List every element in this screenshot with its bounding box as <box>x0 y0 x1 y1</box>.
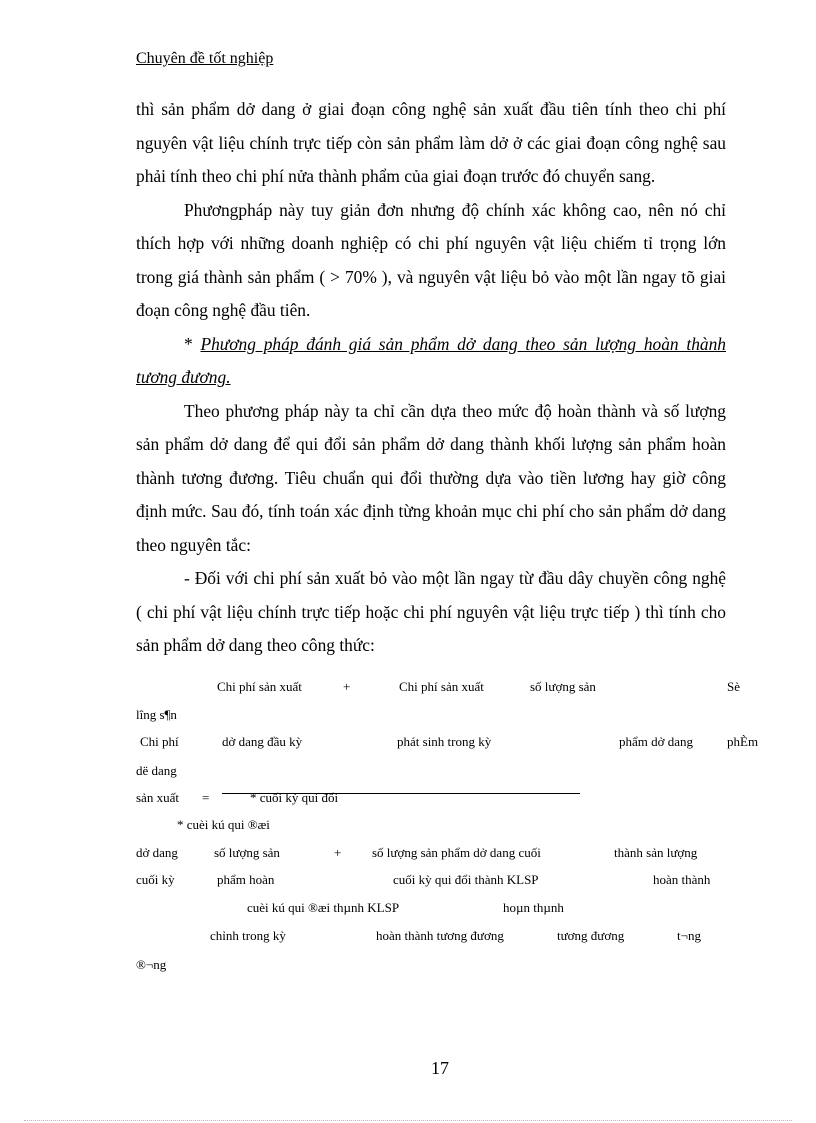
formula-text: Chi phí sản xuất <box>217 679 302 694</box>
formula-text: cuèi kú qui ®æi thµnh KLSP <box>247 900 400 915</box>
formula-text: lîng s¶n <box>136 707 177 722</box>
formula-text: t¬ng <box>677 928 701 943</box>
formula-text: Sè <box>727 679 740 694</box>
paragraph-4: Theo phương pháp này ta chỉ cần dựa theo mức độ hoàn thành và số lượng sản phẩm dở dang để qui đổi sản phẩm dở dang thành khối lượng sản phẩm hoàn thành tương đương. Tiêu chuẩn qui đổi thường dựa vào tiền lương hay giờ công định mức. Sau đó, tính toán xác định từng khoản mục chi phí cho sản phẩm dở dang theo nguyên tắc: <box>136 400 726 555</box>
formula-text: hoàn thành <box>653 872 711 887</box>
formula-text: phẩm hoàn <box>217 872 275 887</box>
bullet-star: * <box>184 333 201 354</box>
formula-text: phÈm <box>727 734 759 749</box>
formula-operator: = <box>202 790 210 805</box>
page-bottom-border <box>24 1120 792 1121</box>
formula-text: * cuối kỳ qui đổi <box>250 790 339 805</box>
formula-text: ®¬ng <box>136 957 167 972</box>
formula-text: thành sản lượng <box>614 845 698 860</box>
formula-text: số lượng sản <box>530 679 596 694</box>
formula-text: sản xuất <box>136 790 179 805</box>
formula-operator: + <box>343 679 351 694</box>
formula-operator: + <box>334 845 342 860</box>
formula-text: số lượng sản <box>214 845 280 860</box>
formula-text: Chi phí <box>140 734 179 749</box>
formula-text: * cuèi kú qui ®æi <box>177 817 270 832</box>
fraction-rule <box>222 793 580 794</box>
formula-text: dë dang <box>136 763 177 778</box>
formula-text: hoàn thành tương đương <box>376 928 504 943</box>
header-title: Chuyên đề tốt nghiệp <box>136 50 274 67</box>
paragraph-1: thì sản phẩm dở dang ở giai đoạn công nghệ sản xuất đầu tiên tính theo chi phí nguyên vật liệu chính trực tiếp còn sản phẩm làm dở ở các giai đoạn công nghệ sau phải tính theo chi phí nửa thành phẩm của giai đoạn trước đó chuyển sang. <box>136 99 726 186</box>
section-heading-emphasis: Phương pháp đánh giá sản phẩm dở dang theo sản lượng hoàn thành tương đương. <box>136 333 726 387</box>
formula-text: chỉnh trong kỳ <box>210 928 286 943</box>
formula-text: cuối kỳ <box>136 872 175 887</box>
paragraph-5: - Đối với chi phí sản xuất bỏ vào một lần ngay từ đầu dây chuyền công nghệ ( chi phí vật liệu chính trực tiếp hoặc chi phí nguyên vật liệu trực tiếp ) thì tính cho sản phẩm dở dang theo công thức: <box>136 568 726 655</box>
page-number: 17 <box>431 1058 449 1078</box>
formula-text: phẩm dở dang <box>619 734 694 749</box>
formula-text: dở dang đầu kỳ <box>222 734 303 749</box>
formula-text: tương đương <box>557 928 625 943</box>
formula-text: hoµn thµnh <box>503 900 564 915</box>
formula-text: phát sinh trong kỳ <box>397 734 492 749</box>
formula-text: số lượng sản phẩm dở dang cuối <box>372 845 541 860</box>
formula-text: cuối kỳ qui đổi thành KLSP <box>393 872 539 887</box>
formula-text: Chi phí sản xuất <box>399 679 484 694</box>
formula-text: dở dang <box>136 845 178 860</box>
paragraph-2: Phươngpháp này tuy giản đơn nhưng độ chính xác không cao, nên nó chỉ thích hợp với những doanh nghiệp có chi phí nguyên vật liệu chiếm tỉ trọng lớn trong giá thành sản phẩm ( > 70% ), và nguyên vật liệu bỏ vào một lần ngay tõ giai đoạn công nghệ đầu tiên. <box>136 199 726 320</box>
